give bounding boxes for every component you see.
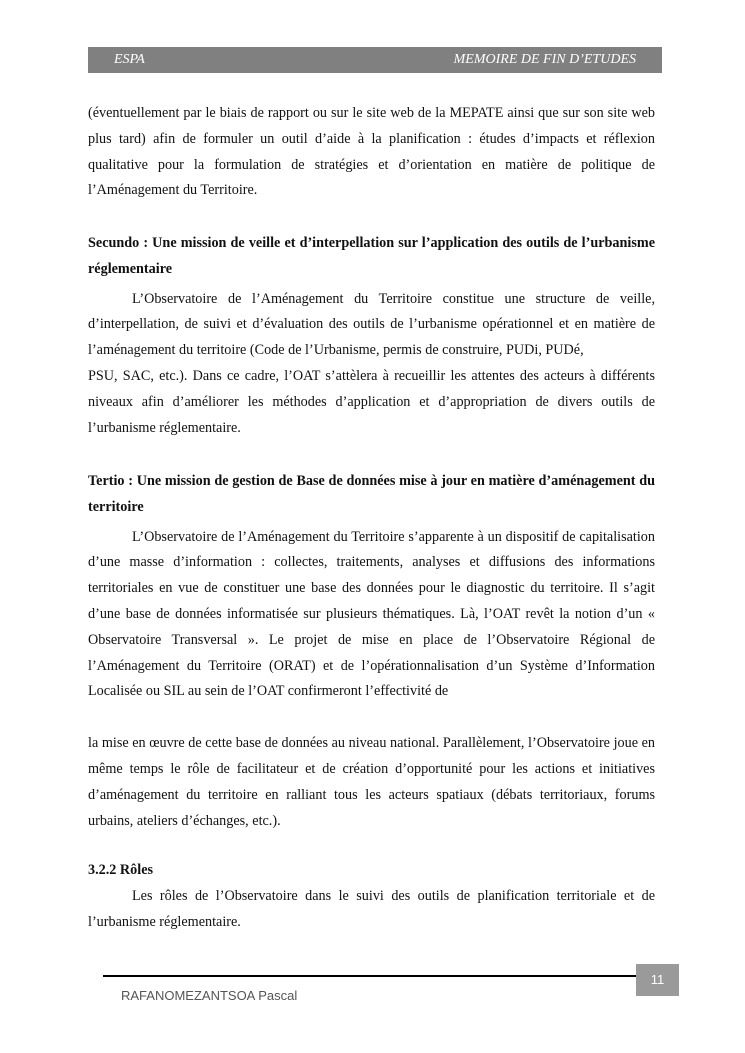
page-number: 11 <box>636 964 679 996</box>
footer-author: RAFANOMEZANTSOA Pascal <box>121 988 298 1003</box>
tertio-section <box>88 469 655 834</box>
tertio-lead: Tertio : <box>88 473 133 489</box>
roles-heading <box>88 858 655 884</box>
roles-paragraph: Les rôles de l’Observatoire dans le suivi des outils de planification territoriale et de l’urbanisme réglementaire. <box>88 887 655 930</box>
secundo-heading <box>88 231 655 283</box>
roles-section <box>88 858 655 935</box>
tertio-heading <box>88 469 655 521</box>
footer-divider <box>103 975 636 977</box>
tertio-paragraph-1: L’Observatoire de l’Aménagement du Territoire s’apparente à un dispositif de capitalisation d’une masse d’information : collectes, traitements, analyses et diffusions des informations territoriales en vue de constituer une base des données pour le diagnostic du territoire. Il s’agit d’une base de données informatisée sur plusieurs thématiques. Là, l’OAT revêt la notion d’un « Observatoire Transversal ». Le projet de mise en place de l’Observatoire Régional de l’Aménagement du Territoire (ORAT) et de l’opérationnalisation d’un Système d’Information Localisée ou SIL au sein de l’OAT confirmeront l’effectivité de <box>88 528 655 700</box>
intro-section <box>88 101 655 204</box>
secundo-lead: Secundo : <box>88 235 149 251</box>
header-document-type: MEMOIRE DE FIN D’ETUDES <box>453 52 636 67</box>
tertio-paragraph-2: la mise en œuvre de cette base de données au niveau national. Parallèlement, l’Observatoire joue en même temps le rôle de facilitateur et de création d’opportunité pour les actions et initiatives d’aménagement du territoire en ralliant tous les acteurs spatiaux (débats territoriaux, forums urbains, ateliers d’échanges, etc.). <box>88 735 655 829</box>
roles-heading-text: 3.2.2 Rôles <box>88 862 154 878</box>
header-school: ESPA <box>114 52 145 67</box>
secundo-title: Une mission de veille et d’interpellation sur l’application des outils de l’urbanisme réglementaire <box>88 235 655 277</box>
secundo-section <box>88 231 655 441</box>
secundo-paragraph-2: PSU, SAC, etc.). Dans ce cadre, l’OAT s’attèlera à recueillir les attentes des acteurs à différents niveaux afin d’améliorer les méthodes d’application et d’appropriation de divers outils de l’urbanisme réglementaire. <box>88 367 655 436</box>
secundo-paragraph-1: L’Observatoire de l’Aménagement du Territoire constitue une structure de veille, d’interpellation, de suivi et d’évaluation des outils de l’urbanisme opérationnel et en matière de l’aménagement du territoire (Code de l’Urbanisme, permis de construire, PUDi, PUDé, <box>88 290 655 359</box>
page-header <box>88 47 662 73</box>
tertio-title: Une mission de gestion de Base de données mise à jour en matière d’aménagement du territoire <box>88 473 655 515</box>
intro-paragraph: (éventuellement par le biais de rapport ou sur le site web de la MEPATE ainsi que sur son site web plus tard) afin de formuler un outil d’aide à la planification : études d’impacts et réflexion qualitative pour la formulation de stratégies et d’orientation en matière de politique de l’Aménagement du Territoire. <box>88 105 655 199</box>
